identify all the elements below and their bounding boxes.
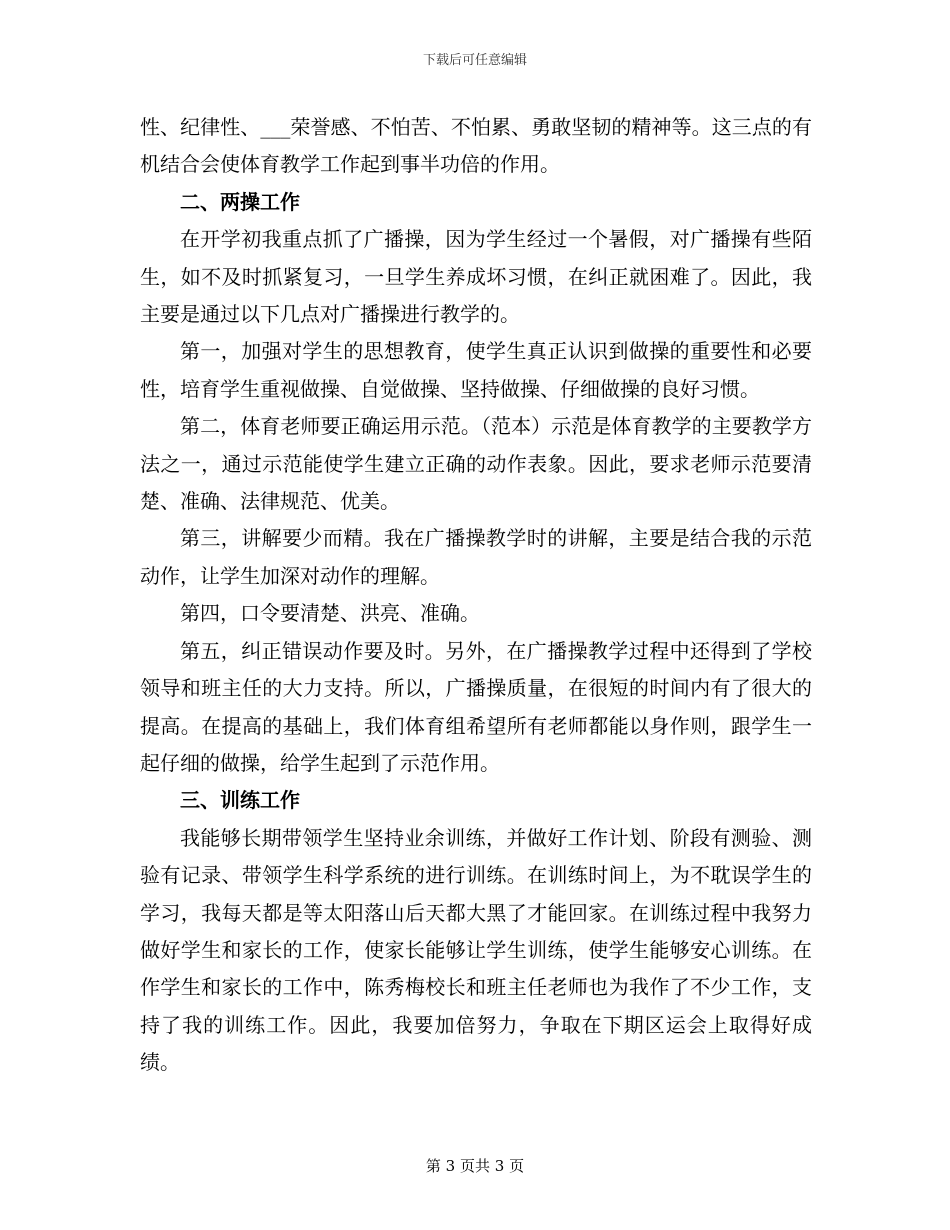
paragraph-broadcast-exercise-intro: 在开学初我重点抓了广播操，因为学生经过一个暑假，对广播操有些陌生，如不及时抓紧复习，一旦学生养成坏习惯，在纠正就困难了。因此，我主要是通过以下几点对广播操进行教学的。 (140, 227, 812, 327)
paragraph-point-two: 第二，体育老师要正确运用示范。（范本）示范是体育教学的主要教学方法之一，通过示范能使学生建立正确的动作表象。因此，要求老师示范要清楚、准确、法律规范、优美。 (140, 414, 812, 514)
paragraph-point-five: 第五，纠正错误动作要及时。另外，在广播操教学过程中还得到了学校领导和班主任的大力支持。所以，广播操质量，在很短的时间内有了很大的提高。在提高的基础上，我们体育组希望所有老师都能以身作则，跟学生一起仔细的做操，给学生起到了示范作用。 (140, 638, 812, 775)
paragraph-point-four: 第四，口令要清楚、洪亮、准确。 (180, 601, 480, 626)
paragraph-continuation: 性、纪律性、___荣誉感、不怕苦、不怕累、勇敢坚韧的精神等。这三点的有机结合会使体育教学工作起到事半功倍的作用。 (140, 115, 812, 177)
document-body (140, 109, 812, 1082)
paragraph-point-one: 第一，加强对学生的思想教育，使学生真正认识到做操的重要性和必要性，培育学生重视做操、自觉做操、坚持做操、仔细做操的良好习惯。 (140, 339, 812, 401)
page-header: 下载后可任意编辑 (422, 53, 527, 68)
section-heading-training: 三、训练工作 (180, 788, 300, 813)
section-heading-two-exercises: 二、两操工作 (180, 189, 300, 214)
page-footer: 第 3 页共 3 页 (425, 1157, 525, 1175)
paragraph-training-work: 我能够长期带领学生坚持业余训练，并做好工作计划、阶段有测验、测验有记录、带领学生科学系统的进行训练。在训练时间上，为不耽误学生的学习，我每天都是等太阳落山后天都大黑了才能回家。在训练过程中我努力做好学生和家长的工作，使家长能够让学生训练，使学生能够安心训练。在作学生和家长的工作中，陈秀梅校长和班主任老师也为我作了不少工作，支持了我的训练工作。因此，我要加倍努力，争取在下期区运会上取得好成绩。 (140, 825, 812, 1075)
paragraph-point-three: 第三，讲解要少而精。我在广播操教学时的讲解，主要是结合我的示范动作，让学生加深对动作的理解。 (140, 526, 812, 588)
